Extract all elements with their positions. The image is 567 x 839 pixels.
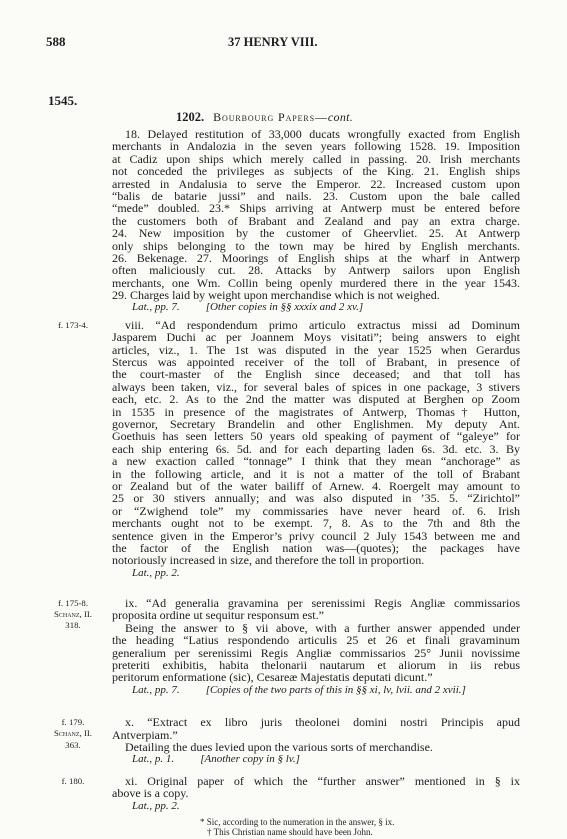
text-line: x. “Extract ex libro juris theolonei domini nostri Principis apud xyxy=(125,715,520,730)
text-line: Detailing the dues levied upon the various sorts of merchandise. xyxy=(125,739,433,754)
text-line: sentence given in the Emperor’s privy council 2 July 1543 between me and xyxy=(112,528,520,543)
footnote: † This Christian name should have been John. xyxy=(207,827,373,837)
text-line: merchants, one Wm. Collin being openly murdered there in the year 1543. xyxy=(112,275,520,290)
copies-reference: [Copies of the two parts of this in §§ xi, lv, lvii. and 2 xvii.] xyxy=(205,683,466,696)
text-line: at Cadiz upon ships which merely called in passing. 20. Irish merchants xyxy=(112,151,520,166)
section-text xyxy=(112,716,520,766)
text-line: articles, viz., 1. The 1st was disputed in the year 1525 when Gerardus xyxy=(112,342,520,357)
text-line: peritorum enformatione (sic), Cesareæ Majestatis deputati dicunt.” xyxy=(112,670,433,685)
text-line: not conceded the privileges as subjects of the King. 21. English ships xyxy=(112,164,520,179)
section-text xyxy=(112,597,520,696)
text-line: merchants in Andalozia in the seven years following 1528. 19. Imposition xyxy=(112,139,520,154)
entry-heading xyxy=(176,111,353,124)
text-line: 26. Bekenage. 27. Moorings of English ships at the wharf in Antwerp xyxy=(112,250,520,265)
entry-body xyxy=(0,128,567,812)
text-line: “mede” doubled. 23.* Ships arriving at Antwerp must be entered before xyxy=(112,201,520,216)
running-head: 37 HENRY VIII. xyxy=(228,35,318,49)
section-text xyxy=(112,319,520,579)
entry-title: Bourbourg Papers— xyxy=(213,110,328,124)
text-line: “balis de batarie jussi” and nails. 23. Custom upon the bale called xyxy=(112,188,520,203)
paragraph xyxy=(112,622,520,684)
copies-reference: [Other copies in §§ xxxix and 2 xv.] xyxy=(205,301,364,314)
marginal-note: 363. xyxy=(65,739,81,750)
text-line: a new exaction called “tonnage” I think that they mean “anchorage” as xyxy=(112,454,520,469)
year-marker: 1545. xyxy=(48,93,78,108)
paragraph xyxy=(112,716,520,741)
marginal-note: f. 179. xyxy=(61,717,85,728)
paragraph xyxy=(112,597,520,622)
marginal-note: 318. xyxy=(65,620,81,631)
extent-note xyxy=(132,800,520,812)
text-line: 25 or 30 stivers annually; and was also disputed in ’35. 5. “Zirichtol” xyxy=(112,491,520,506)
marginal-reference xyxy=(44,776,102,787)
text-line: notoriously increased in size, and therefore the toll in proportion. xyxy=(112,553,425,568)
marginal-note: f. 180. xyxy=(61,775,85,786)
language-and-extent: Lat., pp. 7. xyxy=(132,301,180,314)
text-line: Goethuis has seen letters 50 years old speaking of payment of “galeye” for xyxy=(112,429,520,444)
text-line: or Zealand but of the water bailiff of Arnew. 4. Roergelt may amount to xyxy=(112,478,520,493)
text-line: the customers both of Brabant and Zealand and pay an extra charge. xyxy=(112,213,520,228)
page-number: 588 xyxy=(46,34,66,49)
text-line: each ship entering 6s. 5d. and for each departing laden 6s. 3d. etc. 3. By xyxy=(112,441,520,456)
language-and-extent: Lat., p. 1. xyxy=(132,753,175,766)
extent-note xyxy=(132,684,520,696)
language-and-extent: Lat., pp. 2. xyxy=(132,566,180,579)
text-line: above is a copy. xyxy=(112,786,189,801)
text-line: Being the answer to § vii above, with a further answer appended under xyxy=(125,620,520,635)
extent-note xyxy=(132,753,520,765)
text-line: ix. “Ad generalia gravamina per serenissimi Regis Angliæ commissarios xyxy=(125,596,520,611)
section-text xyxy=(112,128,520,314)
paragraph xyxy=(112,775,520,800)
text-line: viii. “Ad respondendum primo articulo extractus missi ad Dominum xyxy=(125,317,520,332)
marginal-reference xyxy=(44,717,102,751)
text-line: proposita ordine ut sequitur responsum est.” xyxy=(112,608,324,623)
document-section xyxy=(0,775,567,812)
language-and-extent: Lat., pp. 7. xyxy=(132,683,180,696)
text-line: xi. Original paper of which the “further answer” mentioned in § ix xyxy=(125,773,520,788)
section-text xyxy=(112,775,520,812)
text-line: the court-master of the English since deceased; and that toll has xyxy=(112,367,520,382)
extent-note xyxy=(132,301,520,313)
text-line: Stercus was appointed receiver of the toll of Brabant, in presence of xyxy=(112,355,520,370)
marginal-note: Schanz, II. xyxy=(53,728,92,739)
copies-reference: [Another copy in § lv.] xyxy=(200,753,300,766)
text-line: generalium per serenissimi Regis Angliæ commissarios 25° Junii novissime xyxy=(112,645,520,660)
text-line: 29. Charges laid by weight upon merchandise which is not weighed. xyxy=(112,288,440,303)
paragraph xyxy=(112,128,520,301)
paragraph xyxy=(112,741,520,753)
text-line: always been taken, viz., for several bales of spices in one package, 3 stivers xyxy=(112,379,520,394)
document-section xyxy=(0,128,567,314)
text-line: Jasparem Duchi ac per Joannem Moys visitati”; being answers to eight xyxy=(112,330,520,345)
entry-continued-mark: cont. xyxy=(327,110,354,124)
text-line: or “Zwighend tole” my commissaries have never heard of. 6. Irish xyxy=(112,503,520,518)
text-line: arrested in Andalusia to serve the Emperor. 22. Increased custom upon xyxy=(112,176,520,191)
footnote: * Sic, according to the numeration in the answer, § ix. xyxy=(200,817,395,827)
extent-note xyxy=(132,567,520,579)
marginal-note: Schanz, II. xyxy=(53,609,92,620)
text-line: each, etc. 2. As to the 2nd the matter was disputed at Berghen op Zoom xyxy=(112,392,520,407)
text-line: in 1535 in presence of the magistrates of Antwerp, Thomas† Hutton, xyxy=(112,404,520,419)
marginal-reference xyxy=(44,320,102,331)
text-line: preteriti exhibitis, habita thelonarii nautarum et aliorum in iis rebus xyxy=(112,658,520,673)
text-line: Antverpiam.” xyxy=(112,727,178,742)
text-line: 24. New imposition by the customer of Gheervliet. 25. At Antwerp xyxy=(112,226,520,241)
marginal-note: f. 173-4. xyxy=(57,319,89,330)
text-line: often maliciously cut. 28. Attacks by Antwerp sailors upon English xyxy=(112,263,520,278)
text-line: merchants ought not to be exempt. 7, 8. As to the 7th and 8th the xyxy=(112,516,520,531)
marginal-reference xyxy=(44,598,102,632)
entry-number: 1202. xyxy=(176,110,205,124)
text-line: in the following article, and it is not a matter of the toll of Brabant xyxy=(112,466,520,481)
document-section xyxy=(0,319,567,579)
paragraph xyxy=(112,319,520,567)
document-section xyxy=(0,716,567,766)
document-section xyxy=(0,597,567,696)
text-line: only ships belonging to the town may be hired by English merchants. xyxy=(112,238,520,253)
text-line: the factor of the English nation was—(quotes); the packages have xyxy=(112,540,520,555)
text-line: 18. Delayed restitution of 33,000 ducats wrongfully exacted from English xyxy=(125,127,520,141)
marginal-note: f. 175-8. xyxy=(57,598,89,609)
language-and-extent: Lat., pp. 2. xyxy=(132,799,180,812)
text-line: governor, Secretary Brandelin and other Englishmen. My deputy Ant. xyxy=(112,416,520,431)
text-line: the heading “Latius respondendo articulis 25 et 26 et finali gravaminum xyxy=(112,633,520,648)
